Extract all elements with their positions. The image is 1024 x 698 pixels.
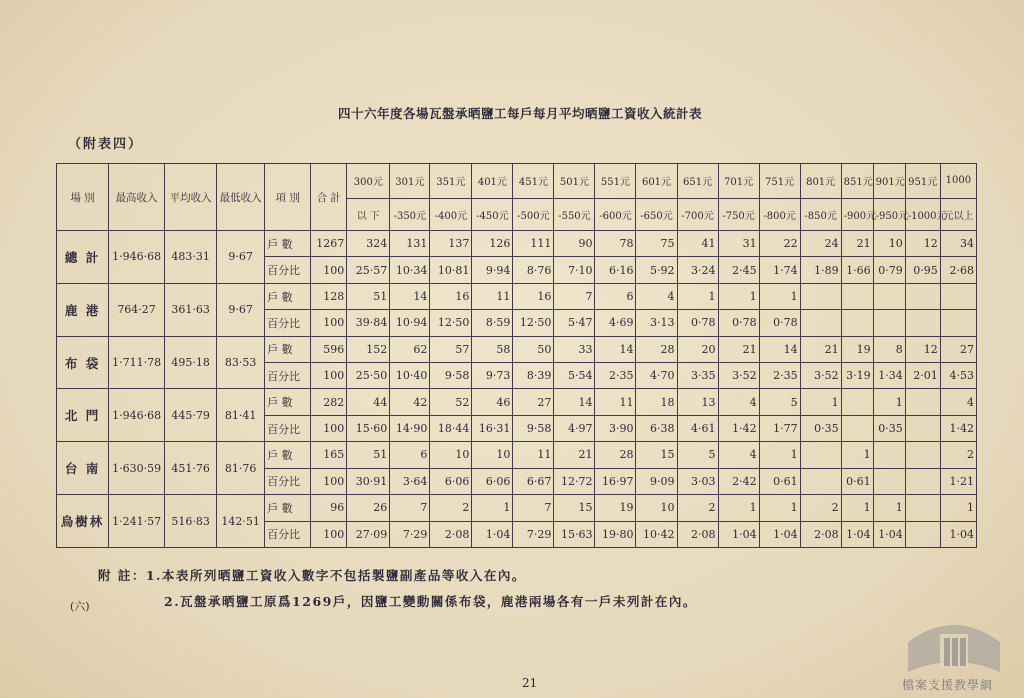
site-name: 總 計 bbox=[57, 231, 109, 284]
percent-cell: 1·04 bbox=[841, 521, 873, 548]
percent-cell: 1·42 bbox=[718, 415, 759, 441]
households-cell: 14 bbox=[595, 336, 636, 362]
appendix-label: （附表四） bbox=[68, 137, 144, 152]
max-income: 1·946·68 bbox=[109, 389, 165, 442]
households-cell: 1 bbox=[718, 283, 759, 309]
households-cell: 13 bbox=[677, 389, 718, 415]
header-bracket-top: 451元 bbox=[513, 164, 554, 199]
households-cell: 324 bbox=[347, 231, 390, 257]
households-cell: 42 bbox=[390, 389, 430, 415]
percent-cell: 3·13 bbox=[636, 310, 677, 336]
percent-cell bbox=[905, 521, 940, 548]
percent-cell: 4·97 bbox=[554, 415, 595, 441]
percent-cell: 2·08 bbox=[677, 521, 718, 548]
households-cell: 1 bbox=[677, 283, 718, 309]
header-bracket-top: 551元 bbox=[595, 164, 636, 199]
table-row bbox=[57, 442, 977, 468]
header-bracket-bottom: -900元 bbox=[841, 198, 873, 231]
percent-cell: 9·09 bbox=[636, 468, 677, 494]
header-bracket-bottom: 以 下 bbox=[347, 198, 390, 231]
households-total: 1267 bbox=[311, 231, 347, 257]
row-label-households: 戶 數 bbox=[265, 283, 311, 309]
percent-cell: 5·54 bbox=[554, 363, 595, 389]
households-cell: 41 bbox=[677, 231, 718, 257]
percent-cell: 10·42 bbox=[636, 521, 677, 548]
percent-total: 100 bbox=[311, 415, 347, 441]
households-cell: 78 bbox=[595, 231, 636, 257]
site-name: 北 門 bbox=[57, 389, 109, 442]
header-min-income: 最低收入 bbox=[217, 164, 265, 231]
row-label-percent: 百分比 bbox=[265, 310, 311, 336]
percent-cell bbox=[873, 468, 905, 494]
percent-cell: 6·16 bbox=[595, 257, 636, 283]
households-cell: 44 bbox=[347, 389, 390, 415]
percent-total: 100 bbox=[311, 257, 347, 283]
site-name: 烏樹林 bbox=[57, 495, 109, 548]
households-cell bbox=[873, 283, 905, 309]
avg-income: 495·18 bbox=[165, 336, 217, 389]
min-income: 83·53 bbox=[217, 336, 265, 389]
percent-cell: 0·78 bbox=[677, 310, 718, 336]
households-cell: 126 bbox=[472, 231, 513, 257]
row-label-households: 戶 數 bbox=[265, 442, 311, 468]
site-name: 台 南 bbox=[57, 442, 109, 495]
row-label-percent: 百分比 bbox=[265, 521, 311, 548]
households-cell bbox=[841, 283, 873, 309]
note-2: 2.瓦盤承晒鹽工原爲1269戶，因鹽工變動關係布袋，鹿港兩場各有一戶未列計在內。 bbox=[164, 594, 697, 609]
households-cell: 1 bbox=[841, 442, 873, 468]
header-bracket-top: 901元 bbox=[873, 164, 905, 199]
households-cell: 90 bbox=[554, 231, 595, 257]
percent-cell: 10·34 bbox=[390, 257, 430, 283]
percent-cell: 2·45 bbox=[718, 257, 759, 283]
households-cell: 62 bbox=[390, 336, 430, 362]
percent-cell: 4·70 bbox=[636, 363, 677, 389]
percent-cell: 3·19 bbox=[841, 363, 873, 389]
percent-cell: 5·47 bbox=[554, 310, 595, 336]
households-cell: 2 bbox=[800, 495, 841, 521]
percent-cell: 2·08 bbox=[430, 521, 472, 548]
households-cell bbox=[873, 442, 905, 468]
households-cell: 10 bbox=[873, 231, 905, 257]
table-row bbox=[57, 283, 977, 309]
header-bracket-top: 300元 bbox=[347, 164, 390, 199]
households-cell: 2 bbox=[677, 495, 718, 521]
percent-cell: 8·59 bbox=[472, 310, 513, 336]
households-cell: 12 bbox=[905, 231, 940, 257]
header-total: 合 計 bbox=[311, 164, 347, 231]
percent-total: 100 bbox=[311, 363, 347, 389]
max-income: 764·27 bbox=[109, 283, 165, 336]
households-cell: 11 bbox=[513, 442, 554, 468]
households-cell: 1 bbox=[841, 495, 873, 521]
percent-cell: 0·35 bbox=[800, 415, 841, 441]
percent-cell bbox=[940, 310, 976, 336]
header-bracket-top: 851元 bbox=[841, 164, 873, 199]
households-cell: 16 bbox=[430, 283, 472, 309]
percent-cell bbox=[905, 310, 940, 336]
households-cell: 18 bbox=[636, 389, 677, 415]
header-bracket-bottom: -650元 bbox=[636, 198, 677, 231]
households-cell: 8 bbox=[873, 336, 905, 362]
households-cell: 4 bbox=[718, 442, 759, 468]
header-row bbox=[57, 164, 977, 199]
header-max-income: 最高收入 bbox=[109, 164, 165, 231]
households-cell: 1 bbox=[718, 495, 759, 521]
households-cell: 4 bbox=[636, 283, 677, 309]
percent-total: 100 bbox=[311, 468, 347, 494]
header-bracket-bottom: -550元 bbox=[554, 198, 595, 231]
households-cell: 2 bbox=[940, 442, 976, 468]
households-cell: 28 bbox=[636, 336, 677, 362]
households-cell: 22 bbox=[759, 231, 800, 257]
header-bracket-top: 751元 bbox=[759, 164, 800, 199]
percent-cell: 1·04 bbox=[873, 521, 905, 548]
percent-cell: 16·31 bbox=[472, 415, 513, 441]
percent-cell: 0·95 bbox=[905, 257, 940, 283]
households-cell bbox=[800, 283, 841, 309]
percent-cell: 39·84 bbox=[347, 310, 390, 336]
households-cell: 19 bbox=[595, 495, 636, 521]
percent-cell: 10·81 bbox=[430, 257, 472, 283]
percent-cell: 1·04 bbox=[940, 521, 976, 548]
households-cell: 7 bbox=[554, 283, 595, 309]
header-bracket-top: 401元 bbox=[472, 164, 513, 199]
percent-cell: 12·72 bbox=[554, 468, 595, 494]
header-bracket-top: 351元 bbox=[430, 164, 472, 199]
households-cell: 20 bbox=[677, 336, 718, 362]
percent-cell: 0·78 bbox=[718, 310, 759, 336]
percent-cell: 12·50 bbox=[430, 310, 472, 336]
households-cell: 34 bbox=[940, 231, 976, 257]
households-cell: 26 bbox=[347, 495, 390, 521]
row-label-percent: 百分比 bbox=[265, 363, 311, 389]
percent-cell: 12·50 bbox=[513, 310, 554, 336]
header-bracket-top: 651元 bbox=[677, 164, 718, 199]
households-cell: 21 bbox=[800, 336, 841, 362]
percent-cell: 2·01 bbox=[905, 363, 940, 389]
households-cell: 7 bbox=[390, 495, 430, 521]
header-bracket-top: 801元 bbox=[800, 164, 841, 199]
income-statistics-table bbox=[56, 163, 977, 548]
households-cell: 4 bbox=[940, 389, 976, 415]
percent-cell: 3·64 bbox=[390, 468, 430, 494]
percent-cell: 2·42 bbox=[718, 468, 759, 494]
percent-cell: 6·06 bbox=[430, 468, 472, 494]
households-cell: 1 bbox=[873, 495, 905, 521]
max-income: 1·711·78 bbox=[109, 336, 165, 389]
households-cell: 1 bbox=[759, 495, 800, 521]
percent-cell: 1·42 bbox=[940, 415, 976, 441]
header-bracket-top: 501元 bbox=[554, 164, 595, 199]
percent-cell: 2·35 bbox=[759, 363, 800, 389]
percent-cell: 6·38 bbox=[636, 415, 677, 441]
header-bracket-bottom: -400元 bbox=[430, 198, 472, 231]
percent-cell: 0·61 bbox=[759, 468, 800, 494]
percent-total: 100 bbox=[311, 521, 347, 548]
households-total: 165 bbox=[311, 442, 347, 468]
households-cell: 6 bbox=[595, 283, 636, 309]
header-avg-income: 平均收入 bbox=[165, 164, 217, 231]
percent-cell: 30·91 bbox=[347, 468, 390, 494]
percent-cell: 2·68 bbox=[940, 257, 976, 283]
note-1-text: 1.本表所列晒鹽工資收入數字不包括製鹽副產品等收入在內。 bbox=[145, 568, 526, 583]
header-bracket-top: 601元 bbox=[636, 164, 677, 199]
percent-cell: 10·40 bbox=[390, 363, 430, 389]
max-income: 1·946·68 bbox=[109, 231, 165, 284]
percent-cell: 3·52 bbox=[718, 363, 759, 389]
header-item: 項 別 bbox=[265, 164, 311, 231]
percent-cell: 6·67 bbox=[513, 468, 554, 494]
percent-cell: 3·90 bbox=[595, 415, 636, 441]
percent-cell: 8·76 bbox=[513, 257, 554, 283]
percent-cell: 2·08 bbox=[800, 521, 841, 548]
header-bracket-top: 951元 bbox=[905, 164, 940, 199]
watermark-text: 檔案支援教學網 bbox=[902, 678, 994, 692]
percent-cell: 5·92 bbox=[636, 257, 677, 283]
header-bracket-bottom: -500元 bbox=[513, 198, 554, 231]
row-label-households: 戶 數 bbox=[265, 231, 311, 257]
households-cell: 1 bbox=[940, 495, 976, 521]
percent-cell: 4·53 bbox=[940, 363, 976, 389]
percent-cell: 9·58 bbox=[430, 363, 472, 389]
households-cell: 21 bbox=[841, 231, 873, 257]
percent-cell: 3·03 bbox=[677, 468, 718, 494]
avg-income: 361·63 bbox=[165, 283, 217, 336]
percent-cell: 3·24 bbox=[677, 257, 718, 283]
percent-cell: 25·50 bbox=[347, 363, 390, 389]
table-row bbox=[57, 336, 977, 362]
percent-cell: 1·34 bbox=[873, 363, 905, 389]
households-cell: 1 bbox=[800, 389, 841, 415]
households-cell: 1 bbox=[759, 283, 800, 309]
households-cell: 52 bbox=[430, 389, 472, 415]
percent-cell: 3·35 bbox=[677, 363, 718, 389]
header-bracket-bottom: -350元 bbox=[390, 198, 430, 231]
households-cell: 152 bbox=[347, 336, 390, 362]
header-bracket-top: 1000 bbox=[940, 164, 976, 199]
households-cell: 15 bbox=[636, 442, 677, 468]
header-bracket-bottom: -700元 bbox=[677, 198, 718, 231]
row-label-households: 戶 數 bbox=[265, 495, 311, 521]
percent-cell: 0·35 bbox=[873, 415, 905, 441]
percent-cell: 15·63 bbox=[554, 521, 595, 548]
avg-income: 516·83 bbox=[165, 495, 217, 548]
percent-cell: 14·90 bbox=[390, 415, 430, 441]
households-cell: 28 bbox=[595, 442, 636, 468]
households-cell: 5 bbox=[759, 389, 800, 415]
households-cell: 16 bbox=[513, 283, 554, 309]
households-cell: 10 bbox=[472, 442, 513, 468]
header-bracket-bottom: -850元 bbox=[800, 198, 841, 231]
percent-cell: 0·79 bbox=[873, 257, 905, 283]
max-income: 1·241·57 bbox=[109, 495, 165, 548]
table-row bbox=[57, 495, 977, 521]
households-cell: 75 bbox=[636, 231, 677, 257]
households-cell: 57 bbox=[430, 336, 472, 362]
percent-cell: 4·69 bbox=[595, 310, 636, 336]
percent-cell: 19·80 bbox=[595, 521, 636, 548]
percent-cell: 7·10 bbox=[554, 257, 595, 283]
households-cell: 31 bbox=[718, 231, 759, 257]
percent-cell: 4·61 bbox=[677, 415, 718, 441]
percent-cell: 0·61 bbox=[841, 468, 873, 494]
note-1 bbox=[98, 566, 526, 584]
header-bracket-bottom: -950元 bbox=[873, 198, 905, 231]
avg-income: 445·79 bbox=[165, 389, 217, 442]
percent-cell: 1·77 bbox=[759, 415, 800, 441]
households-cell bbox=[800, 442, 841, 468]
header-site: 場 別 bbox=[57, 164, 109, 231]
households-cell: 58 bbox=[472, 336, 513, 362]
notes-prefix: 附 註： bbox=[98, 568, 146, 583]
header-bracket-bottom: -1000元 bbox=[905, 198, 940, 231]
households-cell: 27 bbox=[513, 389, 554, 415]
households-cell: 11 bbox=[595, 389, 636, 415]
percent-cell: 9·73 bbox=[472, 363, 513, 389]
percent-cell: 9·94 bbox=[472, 257, 513, 283]
households-total: 596 bbox=[311, 336, 347, 362]
households-cell: 21 bbox=[718, 336, 759, 362]
households-cell: 1 bbox=[472, 495, 513, 521]
households-cell: 1 bbox=[759, 442, 800, 468]
percent-cell bbox=[800, 468, 841, 494]
percent-cell: 0·78 bbox=[759, 310, 800, 336]
households-cell: 51 bbox=[347, 283, 390, 309]
avg-income: 483·31 bbox=[165, 231, 217, 284]
min-income: 81·76 bbox=[217, 442, 265, 495]
percent-cell: 9·58 bbox=[513, 415, 554, 441]
row-label-households: 戶 數 bbox=[265, 389, 311, 415]
households-cell: 12 bbox=[905, 336, 940, 362]
avg-income: 451·76 bbox=[165, 442, 217, 495]
min-income: 9·67 bbox=[217, 231, 265, 284]
households-cell: 111 bbox=[513, 231, 554, 257]
households-cell: 14 bbox=[554, 389, 595, 415]
percent-total: 100 bbox=[311, 310, 347, 336]
households-cell bbox=[905, 442, 940, 468]
percent-cell: 1·89 bbox=[800, 257, 841, 283]
percent-cell: 25·57 bbox=[347, 257, 390, 283]
percent-cell: 3·52 bbox=[800, 363, 841, 389]
row-label-percent: 百分比 bbox=[265, 257, 311, 283]
percent-cell bbox=[841, 310, 873, 336]
households-cell: 7 bbox=[513, 495, 554, 521]
site-name: 布 袋 bbox=[57, 336, 109, 389]
header-bracket-top: 701元 bbox=[718, 164, 759, 199]
households-cell: 51 bbox=[347, 442, 390, 468]
households-cell bbox=[905, 389, 940, 415]
households-total: 128 bbox=[311, 283, 347, 309]
households-cell bbox=[841, 389, 873, 415]
households-cell: 24 bbox=[800, 231, 841, 257]
header-bracket-bottom: 元以上 bbox=[940, 198, 976, 231]
percent-cell bbox=[905, 468, 940, 494]
header-bracket-bottom: -450元 bbox=[472, 198, 513, 231]
min-income: 9·67 bbox=[217, 283, 265, 336]
households-cell: 11 bbox=[472, 283, 513, 309]
row-label-percent: 百分比 bbox=[265, 415, 311, 441]
households-cell: 19 bbox=[841, 336, 873, 362]
percent-cell bbox=[873, 310, 905, 336]
percent-cell: 1·21 bbox=[940, 468, 976, 494]
households-cell: 14 bbox=[759, 336, 800, 362]
households-cell: 10 bbox=[636, 495, 677, 521]
households-cell: 1 bbox=[873, 389, 905, 415]
page-number: 21 bbox=[522, 676, 538, 690]
table-title: 四十六年度各場瓦盤承晒鹽工每戶每月平均晒鹽工資收入統計表 bbox=[337, 106, 702, 121]
percent-cell: 8·39 bbox=[513, 363, 554, 389]
percent-cell: 7·29 bbox=[513, 521, 554, 548]
row-label-percent: 百分比 bbox=[265, 468, 311, 494]
header-bracket-bottom: -800元 bbox=[759, 198, 800, 231]
table-row bbox=[57, 231, 977, 257]
percent-cell bbox=[841, 415, 873, 441]
households-total: 282 bbox=[311, 389, 347, 415]
households-cell: 15 bbox=[554, 495, 595, 521]
percent-cell: 15·60 bbox=[347, 415, 390, 441]
percent-cell: 2·35 bbox=[595, 363, 636, 389]
header-bracket-top: 301元 bbox=[390, 164, 430, 199]
min-income: 142·51 bbox=[217, 495, 265, 548]
households-cell: 21 bbox=[554, 442, 595, 468]
row-label-households: 戶 數 bbox=[265, 336, 311, 362]
percent-cell: 27·09 bbox=[347, 521, 390, 548]
households-cell: 14 bbox=[390, 283, 430, 309]
households-cell: 2 bbox=[430, 495, 472, 521]
households-cell: 10 bbox=[430, 442, 472, 468]
households-cell: 33 bbox=[554, 336, 595, 362]
households-cell: 46 bbox=[472, 389, 513, 415]
households-cell: 6 bbox=[390, 442, 430, 468]
percent-cell: 1·04 bbox=[759, 521, 800, 548]
households-cell: 137 bbox=[430, 231, 472, 257]
min-income: 81·41 bbox=[217, 389, 265, 442]
percent-cell bbox=[800, 310, 841, 336]
percent-cell: 1·04 bbox=[472, 521, 513, 548]
header-bracket-bottom: -750元 bbox=[718, 198, 759, 231]
households-total: 96 bbox=[311, 495, 347, 521]
table-row bbox=[57, 389, 977, 415]
households-cell bbox=[940, 283, 976, 309]
households-cell bbox=[905, 283, 940, 309]
percent-cell: 6·06 bbox=[472, 468, 513, 494]
percent-cell: 7·29 bbox=[390, 521, 430, 548]
max-income: 1·630·59 bbox=[109, 442, 165, 495]
percent-cell: 16·97 bbox=[595, 468, 636, 494]
households-cell: 131 bbox=[390, 231, 430, 257]
households-cell: 5 bbox=[677, 442, 718, 468]
percent-cell: 1·66 bbox=[841, 257, 873, 283]
header-bracket-bottom: -600元 bbox=[595, 198, 636, 231]
households-cell: 4 bbox=[718, 389, 759, 415]
margin-mark: (六) bbox=[70, 600, 90, 613]
percent-cell bbox=[905, 415, 940, 441]
households-cell bbox=[905, 495, 940, 521]
percent-cell: 1·04 bbox=[718, 521, 759, 548]
site-name: 鹿 港 bbox=[57, 283, 109, 336]
percent-cell: 1·74 bbox=[759, 257, 800, 283]
percent-cell: 10·94 bbox=[390, 310, 430, 336]
percent-cell: 18·44 bbox=[430, 415, 472, 441]
households-cell: 50 bbox=[513, 336, 554, 362]
households-cell: 27 bbox=[940, 336, 976, 362]
